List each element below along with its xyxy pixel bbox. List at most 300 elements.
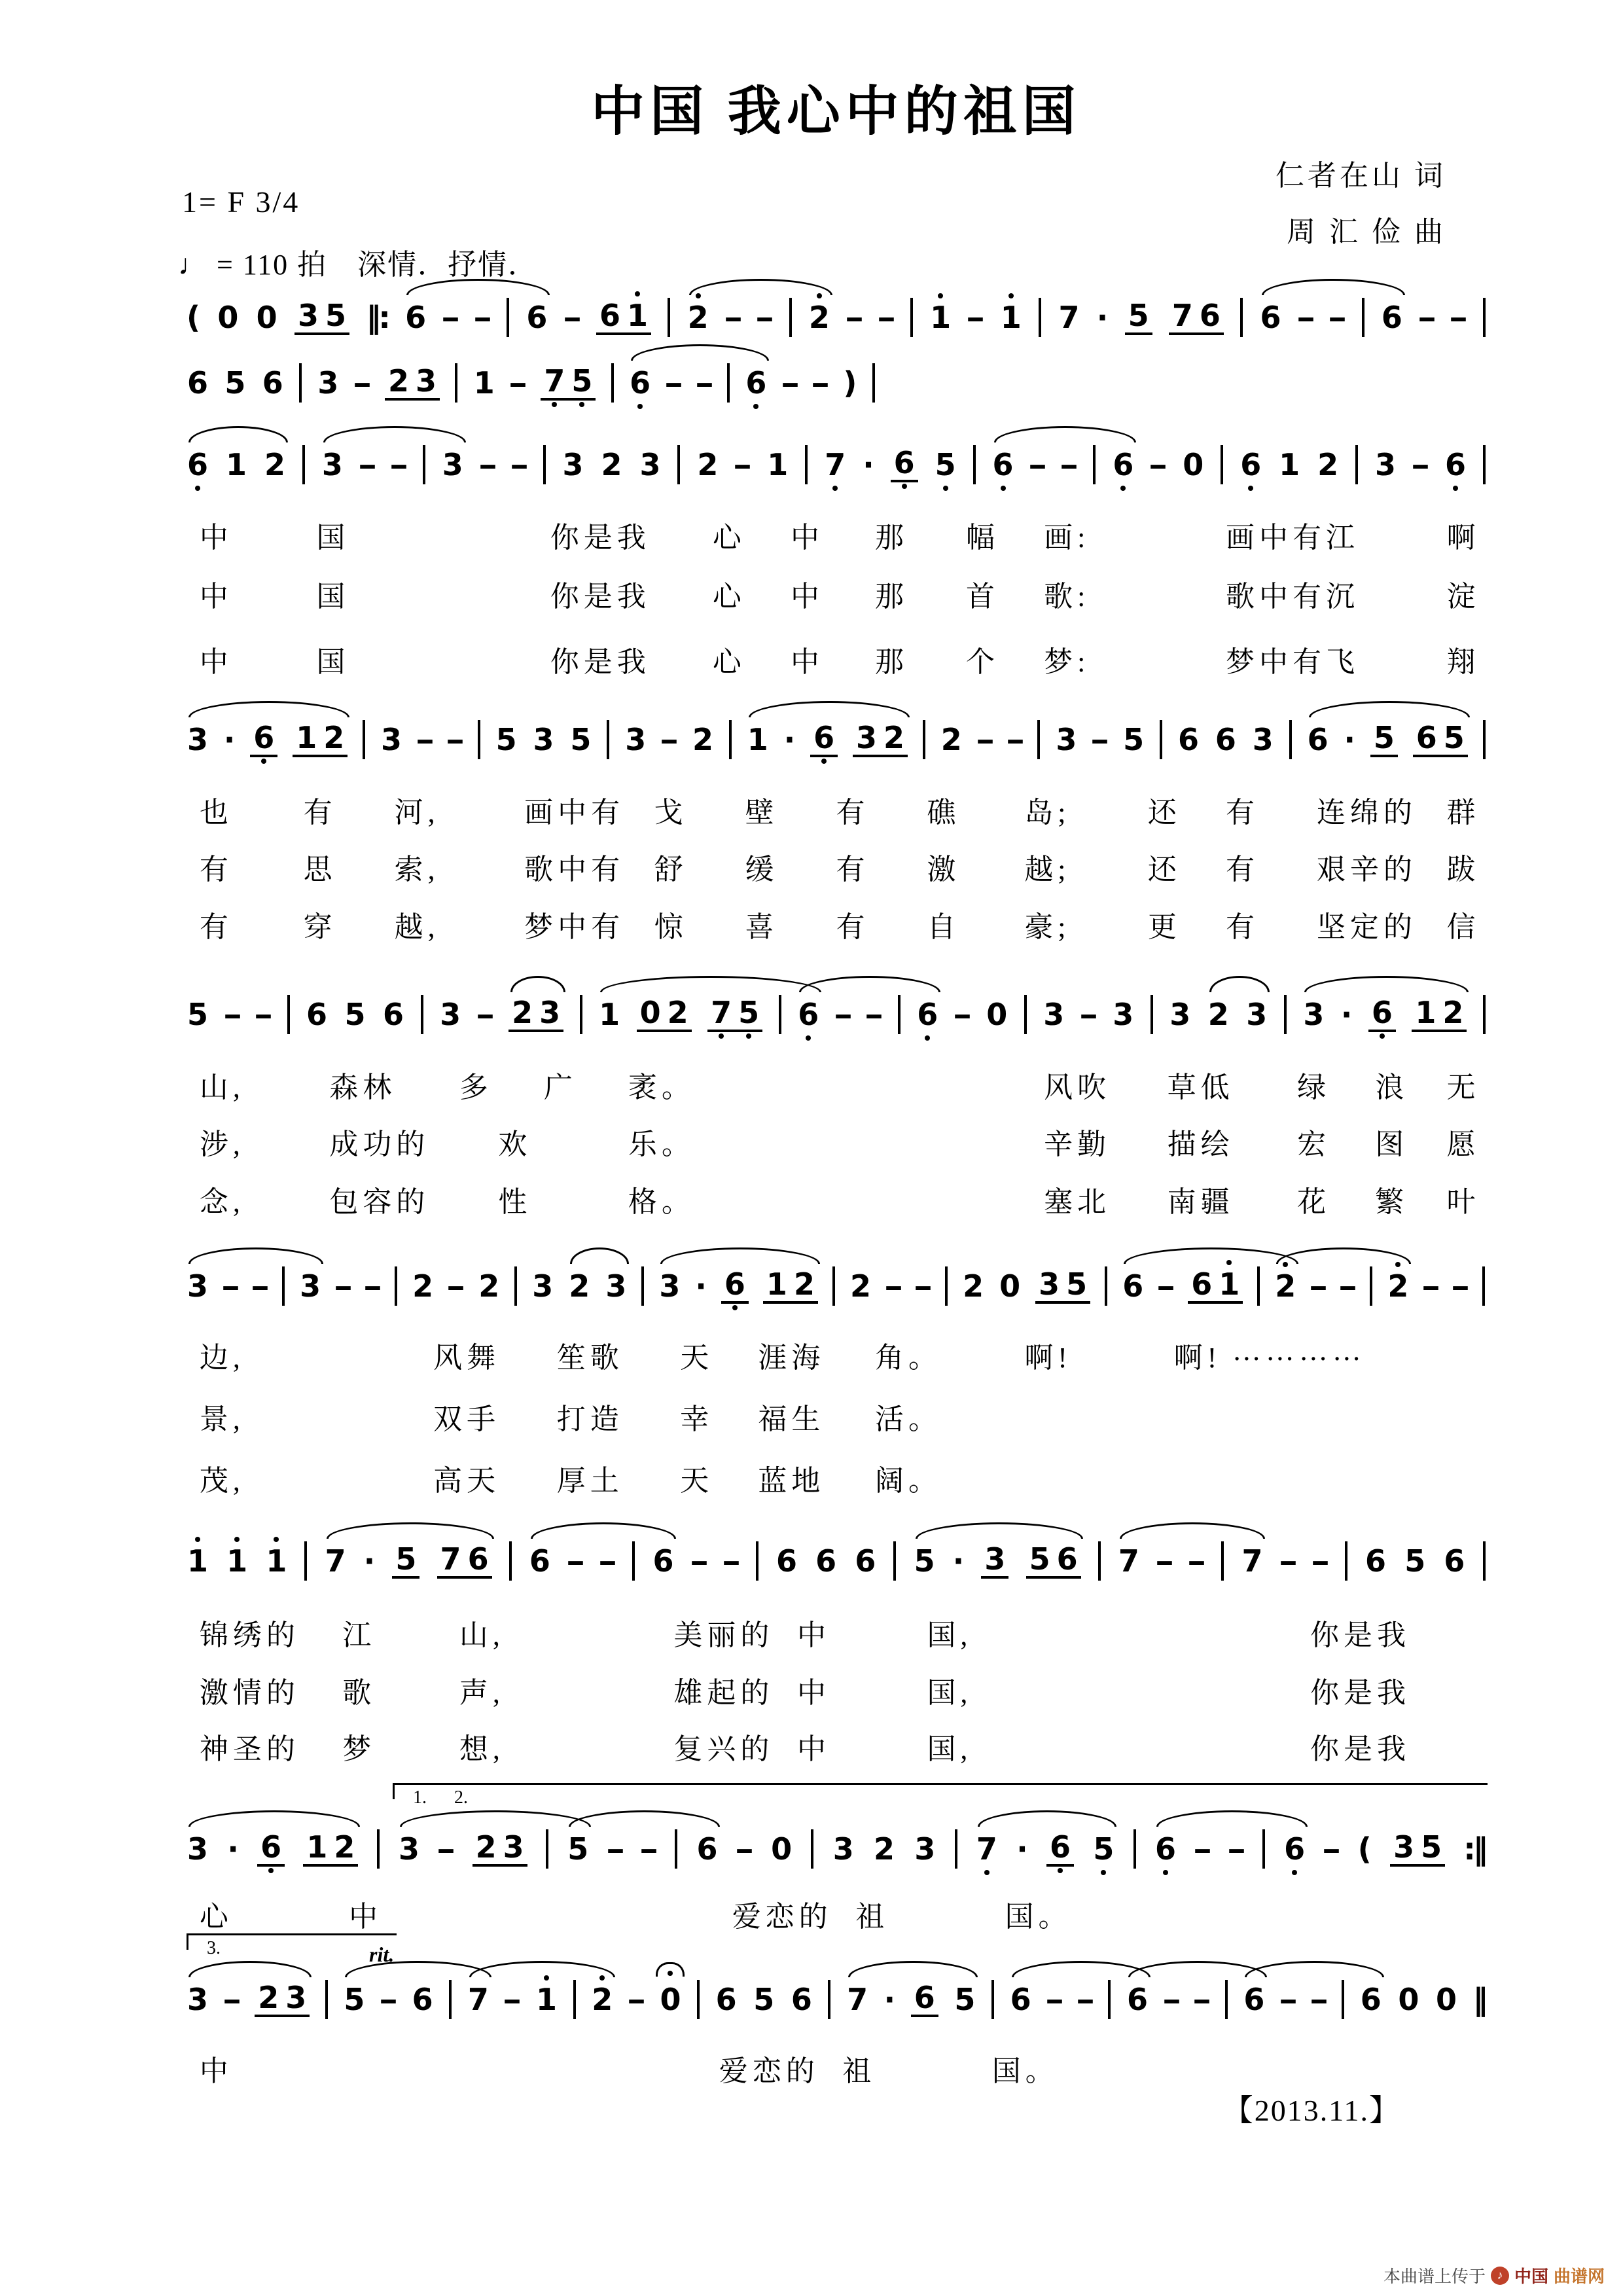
lyric-segment: 还 [1147,797,1181,829]
lyric-segment: 国, [927,1733,972,1765]
barline [1483,720,1486,759]
barline [955,1829,957,1869]
lyric-segment: 壁 [745,797,779,829]
barline [1482,1266,1485,1306]
note-3: 3 [639,447,661,482]
lyric-segment: 戈 [654,797,688,829]
lyric-segment: ………… [1232,1335,1366,1367]
note-3: 3 [503,1829,524,1865]
note-6: 6 [1365,1543,1387,1579]
note-6: 6 [1416,719,1437,755]
note-3: 3 [532,1268,554,1304]
slur-tie-arc [848,1961,978,1977]
beamed-note-group [1169,297,1224,335]
slur-tie-arc [570,1247,629,1264]
note-6: 6 [187,365,209,401]
note-3: 3 [539,994,561,1030]
lyric-segment: 繁 [1375,1186,1409,1218]
lyric-segment: 江 [342,1619,376,1651]
note-6: 6 [187,447,209,482]
lyric-segment: 中 [199,581,233,613]
dash-extension: – [473,300,492,335]
augmentation-dot: · [1340,997,1353,1032]
note-2: 2 [687,300,709,335]
lyric-segment: 歌 [342,1677,376,1709]
note-7: 7 [325,1543,346,1579]
note-6: 6 [383,997,404,1032]
note-7: 7 [1058,300,1080,335]
dash-extension: – [626,1982,646,2017]
note-1: 1 [747,722,768,757]
note-2: 2 [874,1831,895,1867]
barline [910,298,913,337]
barline [1221,1541,1224,1581]
note-6: 6 [1199,297,1221,333]
dash-extension: – [952,997,972,1032]
dash-extension: – [1411,447,1430,482]
note-3: 3 [440,997,461,1032]
dash-extension: – [508,365,527,401]
music-system-1 [187,295,1486,340]
note-2: 2 [1317,447,1339,482]
dash-extension: – [914,1268,933,1304]
slur-tie-arc [1124,1247,1298,1264]
barline [991,1980,994,2019]
note-0: 0 [217,300,239,335]
note-6: 6 [405,300,427,335]
barline [872,363,875,403]
beamed-note-group [1413,719,1468,757]
lyric-segment: 岛; [1024,797,1071,829]
note-1: 1 [266,1543,287,1579]
dash-extension: – [694,365,714,401]
beamed-note-group [541,363,596,401]
watermark-text: 本曲谱上传于 [1383,2267,1486,2286]
slur-tie-arc [600,976,821,992]
lyric-segment: 祖 [855,1901,889,1933]
dash-extension: – [1149,447,1168,482]
lyric-segment: 群 [1446,797,1480,829]
slur-tie-arc [510,976,565,992]
volta-label: 3. [207,1938,221,1958]
lyric-segment: 幸 [680,1403,714,1435]
lyric-segment: 国 [316,581,350,613]
lyric-segment: 心 [712,581,746,613]
note-2: 2 [569,1268,590,1304]
note-5: 5 [325,297,347,333]
barline [1221,445,1223,484]
note-3: 3 [1252,722,1274,757]
note-1: 1 [766,1266,787,1302]
slur-tie-arc [188,426,288,442]
lyric-segment: 连绵的 [1316,797,1417,829]
date-stamp: 【2013.11.】 [1222,2094,1400,2127]
dash-extension: – [1156,1268,1176,1304]
beamed-note-group [293,719,348,757]
barline [1483,1541,1486,1581]
lyric-segment: 祖 [842,2055,876,2087]
lyric-segment: 画: [1044,522,1090,554]
note-2: 2 [334,1829,355,1865]
dash-extension: – [222,1982,241,2017]
music-system-2 [187,360,875,406]
note-5: 5 [1029,1541,1050,1577]
slur-tie-arc [188,1961,312,1977]
note-6: 6 [1215,722,1236,757]
note-1: 1 [296,719,317,755]
lyric-segment: 幅 [966,522,999,554]
dash-extension: – [605,1831,625,1867]
beamed-note-group [1188,1266,1243,1304]
note-0: 0 [1398,1982,1419,2017]
lyric-segment: 也 [199,797,233,829]
lyric-segment: 风舞 [433,1342,501,1374]
lyrics-row [187,1121,1486,1161]
note-6: 6 [1177,722,1199,757]
lyric-segment: 穿 [303,911,337,943]
lyrics-row [187,1395,1486,1436]
lyric-segment: 有 [1226,911,1259,943]
note-6: 6 [1010,1982,1031,2017]
lyrics-row [187,1334,1486,1374]
lyric-segment: 中 [199,646,233,678]
lyric-segment: 画中有江 [1226,522,1359,554]
note-7: 7 [711,994,732,1030]
barline [832,1266,835,1306]
barline [828,1980,830,2019]
note-6: 6 [1360,1982,1382,2017]
note-2: 2 [601,447,622,482]
note-3: 3 [533,722,554,757]
volta-bracket [393,1783,1488,1808]
dash-extension: – [1187,1543,1207,1579]
barline [697,1980,700,2019]
dash-extension: – [811,365,830,401]
note-2: 2 [1442,994,1464,1030]
barline [299,363,302,403]
note-1: 1 [187,1543,209,1579]
note-0: 0 [771,1831,793,1867]
dash-extension: – [503,1982,522,2017]
note-3: 3 [187,722,209,757]
note-3: 3 [187,1268,209,1304]
lyric-segment: 思 [303,853,337,886]
dash-extension: – [1322,1831,1342,1867]
note-1: 1 [1415,994,1436,1030]
dash-extension: – [437,1831,456,1867]
lyric-segment: 首 [966,581,999,613]
note-6: 6 [467,1541,489,1577]
lyric-segment: 打造 [556,1403,624,1435]
lyric-segment: 中 [796,1619,830,1651]
beamed-note-group [891,444,918,482]
parenthesis: ( [1357,1831,1372,1867]
note-2: 2 [412,1268,434,1304]
note-6: 6 [1122,1268,1144,1304]
lyric-segment: 愿 [1446,1128,1480,1160]
note-3: 3 [659,1268,681,1304]
tempo-marking: ♩ = 110 拍 深情．抒情． [178,249,539,281]
watermark-site-name-cn: 中国 [1514,2267,1548,2286]
lyric-segment: 国 [316,522,350,554]
lyric-segment: 叶 [1446,1186,1480,1218]
lyric-segment: 乐。 [628,1128,695,1160]
note-1: 1 [930,300,952,335]
note-3: 3 [1039,1266,1060,1302]
lyric-segment: 梦 [342,1733,376,1765]
lyrics-row [187,1457,1486,1498]
beamed-note-group [1412,994,1467,1032]
barline [677,445,680,484]
dash-extension: – [1192,1982,1212,2017]
note-3: 3 [285,1979,307,2015]
lyric-segment: 想, [459,1733,505,1765]
note-6: 6 [798,997,819,1032]
lyric-segment: 画中有 [524,797,625,829]
lyric-segment: 跋 [1446,853,1480,886]
barline [546,1829,548,1869]
music-system-9 [187,1938,1486,2022]
lyrics-row [187,573,1486,613]
augmentation-dot: · [1344,722,1355,757]
note-3: 3 [416,363,437,399]
lyric-segment: 厚土 [556,1465,624,1497]
beamed-note-group [303,1829,358,1867]
beamed-note-group [1368,994,1396,1032]
dash-extension: – [1310,1543,1330,1579]
dash-extension: – [1028,447,1048,482]
note-3: 3 [1303,997,1325,1032]
music-system-4 [187,717,1486,762]
lyric-segment: 那 [875,646,909,678]
dash-extension: – [598,1543,618,1579]
lyric-segment: 有 [199,853,233,886]
lyric-segment: 你是我 [550,581,651,613]
note-5: 5 [344,997,366,1032]
dash-extension: – [734,1831,754,1867]
slur-tie-arc [1276,1247,1411,1264]
slur-tie-arc [400,1810,591,1827]
beamed-note-group [392,1541,419,1579]
barline [898,995,901,1034]
lyric-segment: 辛勤 [1044,1128,1111,1160]
lyric-segment: 笙歌 [556,1342,624,1374]
lyrics-row [187,1725,1486,1766]
slur-tie-arc [1209,976,1270,992]
barline [779,995,781,1034]
note-1: 1 [1279,447,1300,482]
lyric-segment: 梦中有 [524,911,625,943]
barline [611,363,614,403]
lyric-segment: 爱恋的 [732,1901,832,1933]
lyric-segment: 中 [791,581,825,613]
slur-tie-arc [799,976,940,992]
lyric-segment: 歌: [1044,581,1090,613]
note-2: 2 [478,1268,500,1304]
dash-extension: – [1279,1982,1298,2017]
note-1: 1 [1219,1266,1240,1302]
beamed-note-group [1046,1829,1074,1867]
note-5: 5 [738,994,760,1030]
note-3: 3 [1246,997,1268,1032]
note-6: 6 [815,1543,837,1579]
note-2: 2 [883,719,904,755]
barline [668,298,670,337]
note-5: 5 [1373,719,1395,755]
note-6: 6 [776,1543,798,1579]
note-0: 0 [256,300,277,335]
augmentation-dot: · [363,1543,376,1579]
note-3: 3 [1393,1829,1415,1865]
note-3: 3 [298,297,319,333]
lyrics-row [187,1064,1486,1104]
lyrics-row [187,1178,1486,1219]
note-6: 6 [253,719,275,755]
barline [727,363,730,403]
barline [1105,1266,1107,1306]
lyric-segment: 有 [836,853,870,886]
lyric-segment: 活。 [875,1403,942,1435]
slur-tie-arc [188,1810,360,1827]
lyric-segment: 国。 [991,2055,1059,2087]
note-5: 5 [1128,297,1149,333]
dash-extension: – [1328,300,1347,335]
barline [1240,298,1243,337]
barline [1355,445,1358,484]
lyric-segment: 豪; [1024,911,1071,943]
barline [1362,298,1364,337]
note-6: 6 [1260,300,1281,335]
augmentation-dot: · [695,1268,707,1304]
dash-extension: – [1451,1268,1471,1304]
note-5: 5 [570,722,592,757]
note-1: 1 [1000,300,1022,335]
note-5: 5 [395,1541,417,1577]
barline [507,298,509,337]
lyric-segment: 有 [836,911,870,943]
beamed-note-group [1035,1266,1090,1304]
dash-extension: – [1449,300,1469,335]
barline [395,1266,397,1306]
note-6: 6 [1284,1831,1306,1867]
note-0: 0 [986,997,1008,1032]
note-1: 1 [473,365,495,401]
note-7: 7 [440,1541,461,1577]
dash-extension: – [1418,300,1437,335]
slur-tie-arc [469,1961,615,1977]
note-3: 3 [399,1831,420,1867]
dash-extension: – [352,365,372,401]
note-6: 6 [529,1543,550,1579]
lyric-segment: 歌中有 [524,853,625,886]
slur-tie-arc [569,1810,720,1827]
slur-tie-arc [1304,976,1469,992]
lyric-segment: 那 [875,581,909,613]
slur-tie-arc [916,1522,1083,1539]
note-0: 0 [639,994,661,1030]
note-1: 1 [306,1829,328,1865]
dash-extension: – [833,997,853,1032]
lyric-segment: 描绘 [1167,1128,1234,1160]
note-6: 6 [1056,1541,1078,1577]
beamed-note-group [810,719,838,757]
dash-extension: – [1162,1982,1181,2017]
dash-extension: – [566,1543,585,1579]
note-3: 3 [187,1982,209,2017]
lyric-segment: 雄起的 [673,1677,774,1709]
note-2: 2 [1207,997,1229,1032]
note-5: 5 [753,1982,775,2017]
beamed-note-group [250,719,277,757]
note-7: 7 [976,1831,997,1867]
music-system-7 [187,1538,1486,1584]
note-0: 0 [1435,1982,1457,2017]
lyric-segment: 喜 [745,911,779,943]
note-6: 6 [791,1982,812,2017]
lyric-segment: 你是我 [1310,1733,1411,1765]
barline [789,298,792,337]
lyric-segment: 国。 [1005,1901,1072,1933]
slur-tie-arc [531,1522,676,1539]
barline [1483,298,1486,337]
barline [1108,1980,1111,2019]
slur-tie-arc [978,1810,1116,1827]
dash-extension: – [865,997,884,1032]
note-6: 6 [1050,1829,1071,1865]
note-5: 5 [935,447,956,482]
note-2: 2 [323,719,345,755]
lyrics-row [187,638,1486,679]
note-2: 2 [697,447,719,482]
note-6: 6 [1381,300,1402,335]
note-5: 5 [914,1543,935,1579]
barline [675,1829,677,1869]
lyrics-row [187,1669,1486,1710]
barline [756,1541,758,1581]
barline [363,720,365,759]
slur-tie-arc [689,279,832,295]
lyric-segment: 神圣的 [199,1733,300,1765]
lyric-segment: 你是我 [1310,1619,1411,1651]
page-title: 中国 我心中的祖国 [591,82,1081,141]
note-7: 7 [544,363,565,399]
note-1: 1 [225,447,247,482]
beamed-note-group [1370,719,1398,757]
note-2: 2 [1387,1268,1409,1304]
note-6: 6 [992,447,1014,482]
lyric-segment: 越, [394,911,440,943]
note-7: 7 [825,447,846,482]
barline [1342,1980,1344,2019]
barline [377,1829,380,1869]
note-5: 5 [1404,1543,1426,1579]
note-1: 1 [626,297,648,333]
dash-extension: – [478,447,497,482]
barline [1257,1266,1260,1306]
beamed-note-group [853,719,908,757]
note-3: 3 [1043,997,1065,1032]
lyric-segment: 边, [199,1342,245,1374]
lyric-segment: 国 [316,646,350,678]
note-5: 5 [187,997,209,1032]
note-7: 7 [1118,1543,1139,1579]
lyric-segment: 声, [459,1677,505,1709]
note-6: 6 [306,997,328,1032]
note-6: 6 [599,297,620,333]
note-3: 3 [562,447,584,482]
lyric-segment: 中 [796,1677,830,1709]
lyrics-row [187,903,1486,944]
